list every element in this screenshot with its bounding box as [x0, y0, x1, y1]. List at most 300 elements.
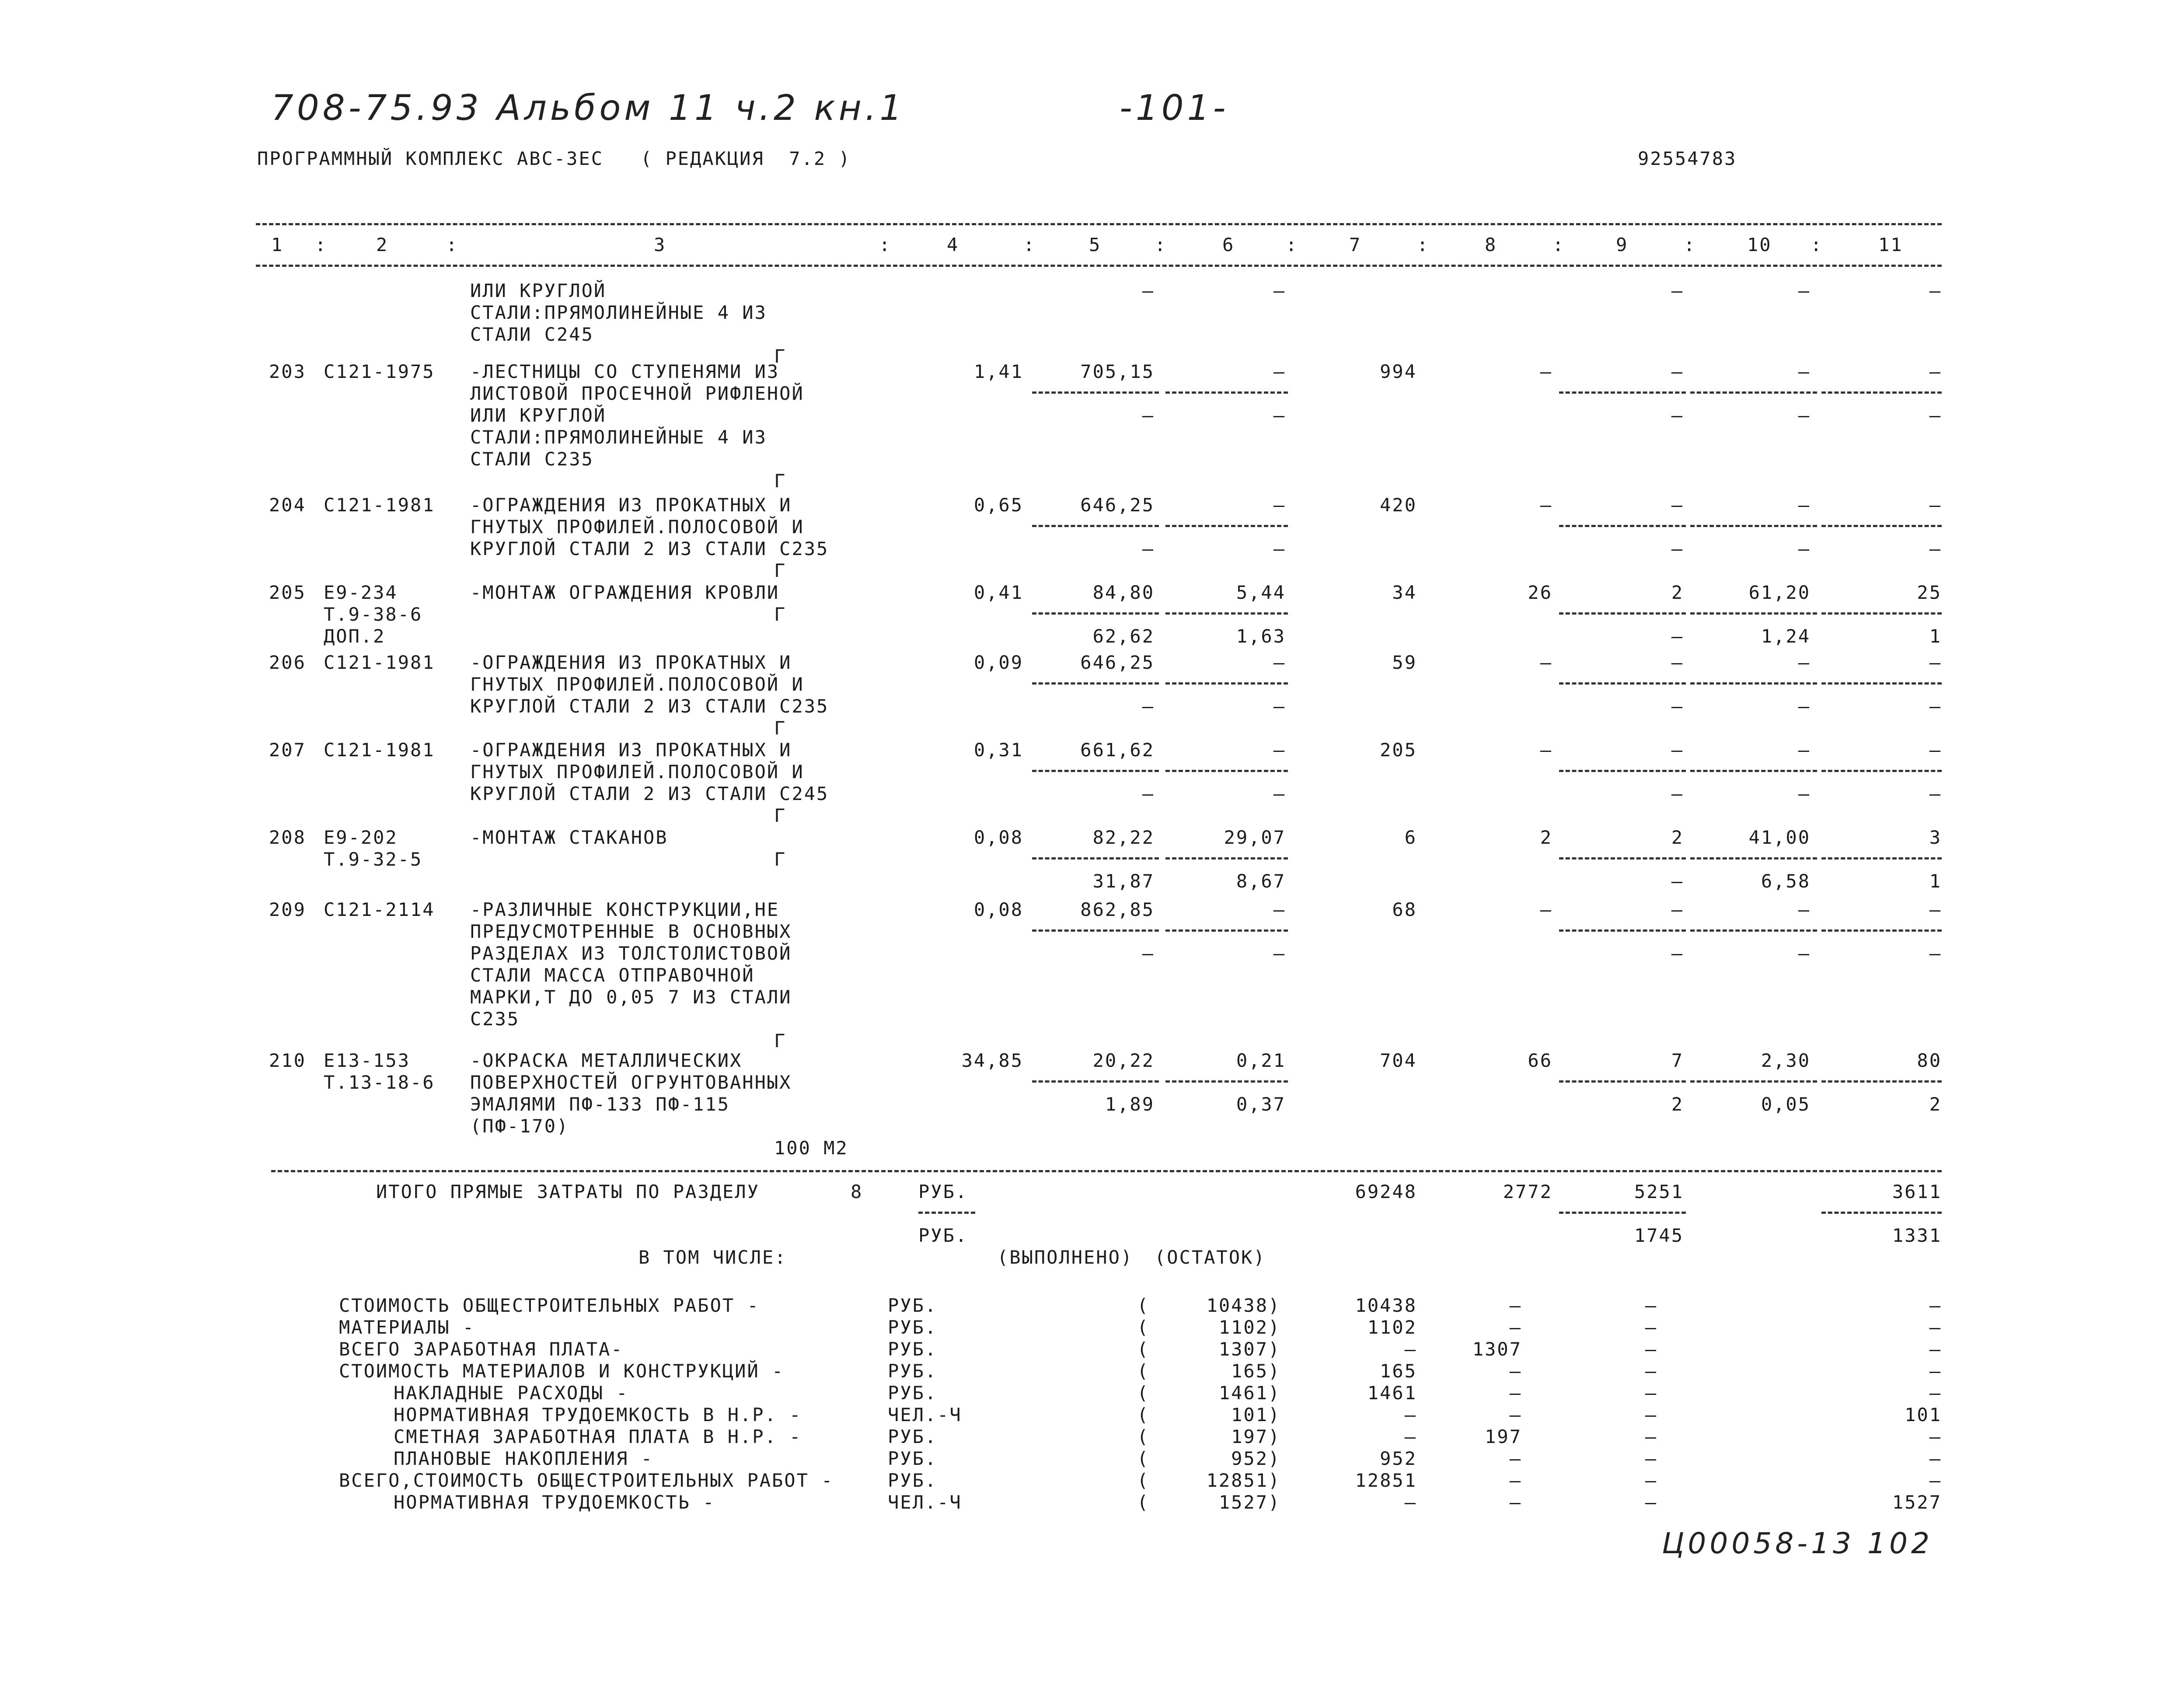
- row-subtotal-rule: [1821, 612, 1942, 615]
- row-c11-sub: –: [1929, 538, 1942, 559]
- row-c5: 82,22: [1092, 827, 1155, 848]
- breakdown-label: ВСЕГО ЗАРАБОТНАЯ ПЛАТА-: [339, 1338, 624, 1360]
- row-description: ЛИСТОВОЙ ПРОСЕЧНОЙ РИФЛЕНОЙ: [470, 383, 804, 404]
- row-c10-sub: –: [1798, 405, 1811, 426]
- row-c10: –: [1798, 899, 1811, 920]
- row-code: С121-1975: [324, 361, 435, 382]
- row-c6: 0,21: [1236, 1050, 1286, 1071]
- row-c6: –: [1273, 361, 1286, 382]
- row-subtotal-rule: [1559, 612, 1686, 615]
- row-c6: –: [1273, 494, 1286, 516]
- row-c10: 41,00: [1748, 827, 1811, 848]
- column-separator: :: [1811, 234, 1823, 255]
- row-description: (ПФ-170): [470, 1115, 569, 1137]
- row-subtotal-rule: [1559, 682, 1686, 685]
- row-c5-sub: –: [1142, 943, 1155, 964]
- row-number: 208: [269, 827, 306, 848]
- breakdown-done: 165: [1231, 1360, 1268, 1382]
- row-c11-sub: –: [1929, 405, 1942, 426]
- row-subtotal-rule: [1821, 770, 1942, 772]
- column-separator: :: [1684, 234, 1696, 255]
- row-c10: 61,20: [1748, 582, 1811, 603]
- breakdown-paren-close: ): [1268, 1295, 1281, 1316]
- row-subtotal-rule: [1821, 525, 1942, 527]
- row-c5-sub: –: [1142, 538, 1155, 559]
- row-number: 207: [269, 739, 306, 761]
- row-number: 209: [269, 899, 306, 920]
- column-number: 4: [947, 234, 959, 255]
- row-c6-sub: –: [1273, 783, 1286, 804]
- row-subtotal-rule: [1032, 1080, 1159, 1083]
- row-quantity: 0,41: [973, 582, 1023, 603]
- row-description: СТАЛИ С245: [470, 324, 594, 345]
- column-number: 5: [1089, 234, 1102, 255]
- row-subtotal-rule: [1821, 682, 1942, 685]
- row-c9: –: [1671, 361, 1684, 382]
- row-number: 204: [269, 494, 306, 516]
- row-c9-sub: –: [1671, 538, 1684, 559]
- row-c11: 3: [1929, 827, 1942, 848]
- breakdown-unit: РУБ.: [888, 1360, 938, 1382]
- breakdown-paren-open: (: [1137, 1317, 1150, 1338]
- row-c5: 646,25: [1080, 652, 1155, 673]
- row-subtotal-rule: [1032, 682, 1159, 685]
- row-subtotal-rule: [1690, 525, 1817, 527]
- row-c10-sub: –: [1798, 783, 1811, 804]
- row-subtotal-rule: [1165, 929, 1288, 932]
- row-c6-sub: –: [1273, 695, 1286, 717]
- breakdown-paren-open: (: [1137, 1404, 1150, 1425]
- row-col8: –: [1540, 739, 1553, 761]
- breakdown-done: 197: [1231, 1426, 1268, 1447]
- breakdown-col11: 101: [1905, 1404, 1942, 1425]
- breakdown-unit: РУБ.: [888, 1448, 938, 1469]
- row-code: Е13-153: [324, 1050, 411, 1071]
- column-separator: :: [1155, 234, 1167, 255]
- breakdown-unit: РУБ.: [888, 1382, 938, 1404]
- breakdown-col8: –: [1509, 1448, 1522, 1469]
- row-description: СТАЛИ:ПРЯМОЛИНЕЙНЫЕ 4 ИЗ: [470, 426, 767, 448]
- column-separator: :: [1417, 234, 1430, 255]
- row-c9-sub: 2: [1671, 1094, 1684, 1115]
- row-c6: –: [1273, 280, 1286, 301]
- totals-col9: 5251: [1634, 1181, 1684, 1202]
- totals-col11-rule: [1821, 1212, 1942, 1214]
- row-c11-sub: –: [1929, 943, 1942, 964]
- row-c9-sub: –: [1671, 695, 1684, 717]
- row-c5: 20,22: [1092, 1050, 1155, 1071]
- row-c10-sub: –: [1798, 695, 1811, 717]
- row-description: ПРЕДУСМОТРЕННЫЕ В ОСНОВНЫХ: [470, 921, 792, 942]
- row-c5: 646,25: [1080, 494, 1155, 516]
- row-col7: 704: [1380, 1050, 1417, 1071]
- row-description: ГНУТЫХ ПРОФИЛЕЙ.ПОЛОСОВОЙ И: [470, 761, 804, 783]
- row-subtotal-rule: [1690, 391, 1817, 394]
- row-c6-sub: –: [1273, 538, 1286, 559]
- row-subtotal-rule: [1559, 525, 1686, 527]
- breakdown-done: 952: [1231, 1448, 1268, 1469]
- row-description: -ОКРАСКА МЕТАЛЛИЧЕСКИХ: [470, 1050, 743, 1071]
- column-separator: :: [1553, 234, 1565, 255]
- program-line: ПРОГРАММНЫЙ КОМПЛЕКС АВС-3ЕС ( РЕДАКЦИЯ 7.2 ): [257, 148, 851, 169]
- row-code: С121-2114: [324, 899, 435, 920]
- breakdown-col8: –: [1509, 1317, 1522, 1338]
- row-c11-sub: –: [1929, 783, 1942, 804]
- row-number: 206: [269, 652, 306, 673]
- row-c6-sub: 1,63: [1236, 625, 1286, 647]
- totals-unit-rule: [918, 1212, 975, 1214]
- row-subtotal-rule: [1559, 770, 1686, 772]
- row-c9: –: [1671, 739, 1684, 761]
- breakdown-col9: –: [1645, 1382, 1657, 1404]
- breakdown-col11: –: [1929, 1448, 1942, 1469]
- row-c9-sub: –: [1671, 870, 1684, 892]
- totals-col11: 3611: [1892, 1181, 1942, 1202]
- row-c11: –: [1929, 280, 1942, 301]
- column-number: 6: [1222, 234, 1235, 255]
- row-code: С121-1981: [324, 494, 435, 516]
- row-unit: Г: [774, 470, 787, 492]
- breakdown-done: 1527: [1218, 1492, 1268, 1513]
- breakdown-paren-open: (: [1137, 1338, 1150, 1360]
- row-col7: 6: [1404, 827, 1417, 848]
- row-col8: 2: [1540, 827, 1553, 848]
- row-c11: –: [1929, 361, 1942, 382]
- row-quantity: 0,31: [973, 739, 1023, 761]
- breakdown-col11: 1527: [1892, 1492, 1942, 1513]
- row-col8: –: [1540, 361, 1553, 382]
- column-separator: :: [315, 234, 328, 255]
- totals-unit-2: РУБ.: [918, 1225, 968, 1246]
- breakdown-col9: –: [1645, 1470, 1657, 1491]
- row-col7: 59: [1392, 652, 1417, 673]
- breakdown-col7: –: [1404, 1492, 1417, 1513]
- row-c10-sub: 6,58: [1761, 870, 1811, 892]
- breakdown-col8: –: [1509, 1470, 1522, 1491]
- row-subtotal-rule: [1032, 391, 1159, 394]
- row-description: ГНУТЫХ ПРОФИЛЕЙ.ПОЛОСОВОЙ И: [470, 516, 804, 538]
- row-c10-sub: –: [1798, 943, 1811, 964]
- breakdown-done: 1307: [1218, 1338, 1268, 1360]
- row-subtotal-rule: [1032, 929, 1159, 932]
- breakdown-paren-open: (: [1137, 1360, 1150, 1382]
- breakdown-col7: 952: [1380, 1448, 1417, 1469]
- row-description: СТАЛИ С235: [470, 448, 594, 470]
- row-subtotal-rule: [1032, 857, 1159, 859]
- row-c6: 5,44: [1236, 582, 1286, 603]
- totals-unit: РУБ.: [918, 1181, 968, 1202]
- row-c10-sub: 0,05: [1761, 1094, 1811, 1115]
- row-c9: –: [1671, 494, 1684, 516]
- breakdown-col8: –: [1509, 1492, 1522, 1513]
- row-c6: –: [1273, 652, 1286, 673]
- row-code: С121-1981: [324, 652, 435, 673]
- row-unit: Г: [774, 849, 787, 870]
- row-col8: –: [1540, 899, 1553, 920]
- row-c6-sub: –: [1273, 943, 1286, 964]
- row-number: 205: [269, 582, 306, 603]
- row-description: ПОВЕРХНОСТЕЙ ОГРУНТОВАННЫХ: [470, 1072, 792, 1093]
- row-number: 210: [269, 1050, 306, 1071]
- row-unit: Г: [774, 717, 787, 739]
- row-c6-sub: 8,67: [1236, 870, 1286, 892]
- row-code: ДОП.2: [324, 625, 386, 647]
- breakdown-done: 1102: [1218, 1317, 1268, 1338]
- row-c9: 2: [1671, 827, 1684, 848]
- row-subtotal-rule: [1690, 682, 1817, 685]
- breakdown-unit: РУБ.: [888, 1470, 938, 1491]
- row-col8: 66: [1528, 1050, 1553, 1071]
- row-code: Т.9-38-6: [324, 604, 423, 625]
- breakdown-col9: –: [1645, 1338, 1657, 1360]
- row-c9-sub: –: [1671, 405, 1684, 426]
- column-separator: :: [1286, 234, 1298, 255]
- breakdown-col11: –: [1929, 1360, 1942, 1382]
- row-subtotal-rule: [1559, 929, 1686, 932]
- row-description: -МОНТАЖ СТАКАНОВ: [470, 827, 668, 848]
- column-number: 1: [271, 234, 284, 255]
- breakdown-unit: РУБ.: [888, 1338, 938, 1360]
- row-c9-sub: –: [1671, 625, 1684, 647]
- column-number: 11: [1878, 234, 1903, 255]
- header-rule-top: [256, 223, 1942, 225]
- done-label: (ВЫПОЛНЕНО): [997, 1247, 1134, 1268]
- column-number: 7: [1349, 234, 1362, 255]
- row-description: -ОГРАЖДЕНИЯ ИЗ ПРОКАТНЫХ И: [470, 652, 792, 673]
- row-col8: –: [1540, 494, 1553, 516]
- row-c6-sub: –: [1273, 405, 1286, 426]
- row-col7: 34: [1392, 582, 1417, 603]
- row-subtotal-rule: [1165, 770, 1288, 772]
- breakdown-col9: –: [1645, 1426, 1657, 1447]
- breakdown-col11: –: [1929, 1426, 1942, 1447]
- row-code: Е9-234: [324, 582, 398, 603]
- row-c5-sub: –: [1142, 783, 1155, 804]
- breakdown-col8: –: [1509, 1360, 1522, 1382]
- breakdown-done: 12851: [1206, 1470, 1268, 1491]
- handwritten-album-ref: 708-75.93 Альбом 11 ч.2 кн.1: [271, 87, 906, 128]
- breakdown-col11: –: [1929, 1470, 1942, 1491]
- column-number: 3: [654, 234, 666, 255]
- handwritten-footer-ref: Ц00058-13 102: [1662, 1527, 1933, 1560]
- row-col8: 26: [1528, 582, 1553, 603]
- row-subtotal-rule: [1690, 929, 1817, 932]
- breakdown-paren-close: ): [1268, 1317, 1281, 1338]
- row-unit: Г: [774, 560, 787, 581]
- row-quantity: 0,08: [973, 899, 1023, 920]
- column-separator: :: [879, 234, 892, 255]
- row-description: СТАЛИ:ПРЯМОЛИНЕЙНЫЕ 4 ИЗ: [470, 302, 767, 323]
- header-rule-bottom: [256, 265, 1942, 267]
- breakdown-paren-open: (: [1137, 1448, 1150, 1469]
- row-code: С121-1981: [324, 739, 435, 761]
- row-description: ЭМАЛЯМИ ПФ-133 ПФ-115: [470, 1094, 730, 1115]
- totals-col11-b: 1331: [1892, 1225, 1942, 1246]
- row-subtotal-rule: [1690, 770, 1817, 772]
- breakdown-col7: 1461: [1367, 1382, 1417, 1404]
- row-c9: –: [1671, 899, 1684, 920]
- doc-number: 92554783: [1638, 148, 1737, 169]
- row-subtotal-rule: [1690, 1080, 1817, 1083]
- row-c5: 705,15: [1080, 361, 1155, 382]
- row-c10: –: [1798, 361, 1811, 382]
- row-c10: 2,30: [1761, 1050, 1811, 1071]
- row-description: ГНУТЫХ ПРОФИЛЕЙ.ПОЛОСОВОЙ И: [470, 674, 804, 695]
- totals-col8: 2772: [1503, 1181, 1553, 1202]
- row-col8: –: [1540, 652, 1553, 673]
- row-col7: 994: [1380, 361, 1417, 382]
- totals-label: ИТОГО ПРЯМЫЕ ЗАТРАТЫ ПО РАЗДЕЛУ: [376, 1181, 760, 1202]
- handwritten-page-number: -101-: [1120, 87, 1229, 128]
- row-quantity: 0,09: [973, 652, 1023, 673]
- row-c9: 7: [1671, 1050, 1684, 1071]
- row-col7: 420: [1380, 494, 1417, 516]
- breakdown-paren-close: ): [1268, 1448, 1281, 1469]
- row-subtotal-rule: [1690, 612, 1817, 615]
- breakdown-col7: 165: [1380, 1360, 1417, 1382]
- breakdown-paren-close: ): [1268, 1492, 1281, 1513]
- row-c11: –: [1929, 494, 1942, 516]
- row-subtotal-rule: [1165, 682, 1288, 685]
- breakdown-col11: –: [1929, 1317, 1942, 1338]
- row-c6: –: [1273, 899, 1286, 920]
- breakdown-unit: ЧЕЛ.-Ч: [888, 1404, 962, 1425]
- row-c6: 29,07: [1224, 827, 1286, 848]
- breakdown-paren-open: (: [1137, 1295, 1150, 1316]
- row-c11: –: [1929, 652, 1942, 673]
- row-subtotal-rule: [1165, 525, 1288, 527]
- row-col7: 68: [1392, 899, 1417, 920]
- totals-rule-top: [271, 1170, 1942, 1172]
- breakdown-done: 1461: [1218, 1382, 1268, 1404]
- row-subtotal-rule: [1559, 391, 1686, 394]
- row-subtotal-rule: [1032, 770, 1159, 772]
- row-c11-sub: 1: [1929, 625, 1942, 647]
- breakdown-done: 10438: [1206, 1295, 1268, 1316]
- row-c6: –: [1273, 739, 1286, 761]
- totals-col7: 69248: [1355, 1181, 1417, 1202]
- row-description: ИЛИ КРУГЛОЙ: [470, 405, 607, 426]
- row-c10-sub: –: [1798, 538, 1811, 559]
- breakdown-label: СТОИМОСТЬ МАТЕРИАЛОВ И КОНСТРУКЦИЙ -: [339, 1360, 785, 1382]
- column-number: 2: [376, 234, 389, 255]
- row-subtotal-rule: [1821, 1080, 1942, 1083]
- breakdown-col7: –: [1404, 1426, 1417, 1447]
- breakdown-col7: 10438: [1355, 1295, 1417, 1316]
- column-number: 10: [1747, 234, 1772, 255]
- breakdown-paren-open: (: [1137, 1470, 1150, 1491]
- row-description: -ОГРАЖДЕНИЯ ИЗ ПРОКАТНЫХ И: [470, 494, 792, 516]
- breakdown-unit: РУБ.: [888, 1295, 938, 1316]
- breakdown-label: НАКЛАДНЫЕ РАСХОДЫ -: [394, 1382, 629, 1404]
- breakdown-col9: –: [1645, 1404, 1657, 1425]
- row-c11-sub: 2: [1929, 1094, 1942, 1115]
- row-c9: –: [1671, 652, 1684, 673]
- column-number: 8: [1485, 234, 1497, 255]
- totals-col9-b: 1745: [1634, 1225, 1684, 1246]
- row-quantity: 0,08: [973, 827, 1023, 848]
- breakdown-col9: –: [1645, 1295, 1657, 1316]
- row-unit: Г: [774, 604, 787, 625]
- row-subtotal-rule: [1559, 857, 1686, 859]
- row-unit: 100 М2: [774, 1137, 848, 1159]
- breakdown-paren-close: ): [1268, 1360, 1281, 1382]
- row-subtotal-rule: [1032, 525, 1159, 527]
- row-description: -МОНТАЖ ОГРАЖДЕНИЯ КРОВЛИ: [470, 582, 780, 603]
- row-c5: 84,80: [1092, 582, 1155, 603]
- totals-col9-rule: [1559, 1212, 1686, 1214]
- breakdown-col7: –: [1404, 1404, 1417, 1425]
- row-c11: 80: [1917, 1050, 1942, 1071]
- row-subtotal-rule: [1165, 857, 1288, 859]
- row-c6-sub: 0,37: [1236, 1094, 1286, 1115]
- breakdown-col11: –: [1929, 1338, 1942, 1360]
- row-c9-sub: –: [1671, 943, 1684, 964]
- breakdown-col9: –: [1645, 1492, 1657, 1513]
- breakdown-col7: 1102: [1367, 1317, 1417, 1338]
- row-unit: Г: [774, 1030, 787, 1052]
- row-c11: –: [1929, 739, 1942, 761]
- row-description: -РАЗЛИЧНЫЕ КОНСТРУКЦИИ,НЕ: [470, 899, 780, 920]
- row-description: МАРКИ,Т ДО 0,05 7 ИЗ СТАЛИ: [470, 986, 792, 1008]
- row-description: -ОГРАЖДЕНИЯ ИЗ ПРОКАТНЫХ И: [470, 739, 792, 761]
- row-c5: 862,85: [1080, 899, 1155, 920]
- row-c10: –: [1798, 652, 1811, 673]
- breakdown-paren-close: ): [1268, 1338, 1281, 1360]
- row-col7: 205: [1380, 739, 1417, 761]
- breakdown-col8: –: [1509, 1295, 1522, 1316]
- breakdown-paren-close: ): [1268, 1382, 1281, 1404]
- breakdown-unit: РУБ.: [888, 1426, 938, 1447]
- row-subtotal-rule: [1559, 1080, 1686, 1083]
- column-separator: :: [446, 234, 459, 255]
- row-subtotal-rule: [1690, 857, 1817, 859]
- row-description: КРУГЛОЙ СТАЛИ 2 ИЗ СТАЛИ С235: [470, 538, 829, 559]
- row-quantity: 0,65: [973, 494, 1023, 516]
- row-c11-sub: 1: [1929, 870, 1942, 892]
- row-description: -ЛЕСТНИЦЫ СО СТУПЕНЯМИ ИЗ: [470, 361, 780, 382]
- breakdown-col11: –: [1929, 1382, 1942, 1404]
- row-c10: –: [1798, 739, 1811, 761]
- row-c10: –: [1798, 494, 1811, 516]
- breakdown-col7: –: [1404, 1338, 1417, 1360]
- row-code: Т.9-32-5: [324, 849, 423, 870]
- breakdown-paren-open: (: [1137, 1426, 1150, 1447]
- row-c5-sub: 31,87: [1092, 870, 1155, 892]
- row-c5-sub: –: [1142, 695, 1155, 717]
- breakdown-col8: –: [1509, 1404, 1522, 1425]
- row-description: КРУГЛОЙ СТАЛИ 2 ИЗ СТАЛИ С235: [470, 695, 829, 717]
- row-description: КРУГЛОЙ СТАЛИ 2 ИЗ СТАЛИ С245: [470, 783, 829, 804]
- including-label: В ТОМ ЧИСЛЕ:: [638, 1247, 787, 1268]
- row-code: Е9-202: [324, 827, 398, 848]
- row-subtotal-rule: [1821, 391, 1942, 394]
- row-subtotal-rule: [1165, 612, 1288, 615]
- row-c5-sub: 1,89: [1105, 1094, 1155, 1115]
- breakdown-paren-close: ): [1268, 1404, 1281, 1425]
- row-number: 203: [269, 361, 306, 382]
- row-c9: 2: [1671, 582, 1684, 603]
- breakdown-label: МАТЕРИАЛЫ -: [339, 1317, 475, 1338]
- breakdown-col9: –: [1645, 1448, 1657, 1469]
- totals-section: 8: [851, 1181, 863, 1202]
- breakdown-label: НОРМАТИВНАЯ ТРУДОЕМКОСТЬ В Н.Р. -: [394, 1404, 802, 1425]
- row-c10-sub: 1,24: [1761, 625, 1811, 647]
- column-number: 9: [1616, 234, 1629, 255]
- row-quantity: 34,85: [961, 1050, 1023, 1071]
- row-subtotal-rule: [1165, 1080, 1288, 1083]
- row-c11-sub: –: [1929, 695, 1942, 717]
